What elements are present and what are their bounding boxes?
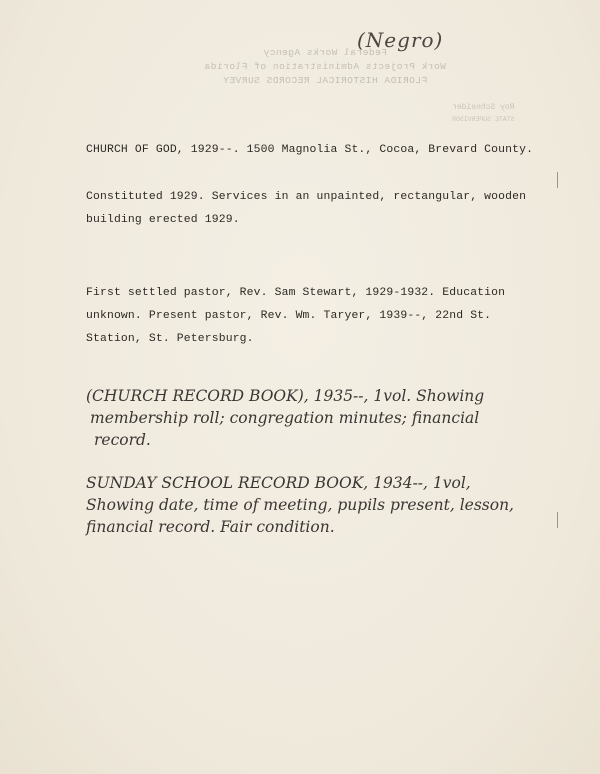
constituted-paragraph bbox=[86, 186, 526, 232]
letterhead-line-2: Work Projects Administration of Florida bbox=[204, 61, 446, 72]
handwritten-annotation: (Negro) bbox=[357, 28, 444, 52]
record1-line-1: (CHURCH RECORD BOOK), 1935--, 1vol. Showing bbox=[86, 387, 485, 405]
letterhead-line-3: FLORIDA HISTORICAL RECORDS SURVEY bbox=[222, 75, 428, 86]
margin-mark bbox=[557, 512, 558, 528]
constituted-line-1: Constituted 1929. Services in an unpainted, rectangular, wooden bbox=[86, 191, 527, 203]
handwritten-record-1 bbox=[86, 385, 566, 451]
record2-line-2: Showing date, time of meeting, pupils present, lesson, bbox=[86, 496, 514, 514]
letterhead-line-1: Federal Works Agency bbox=[262, 47, 388, 58]
entry-header bbox=[86, 139, 533, 162]
pastor-paragraph bbox=[86, 282, 505, 351]
letterhead-bleedthrough bbox=[180, 46, 470, 88]
record1-line-2: membership roll; congregation minutes; financial bbox=[90, 409, 480, 427]
entry-title: CHURCH OF GOD, 1929--. 1500 Magnolia St., Cocoa, Brevard County. bbox=[86, 144, 534, 156]
record1-line-3: record. bbox=[94, 431, 151, 449]
signer-title: STATE SUPERVISOR bbox=[452, 116, 515, 123]
pastor-line-1: First settled pastor, Rev. Sam Stewart, 1929-1932. Education bbox=[86, 287, 506, 299]
record2-line-1: SUNDAY SCHOOL RECORD BOOK, 1934--, 1vol, bbox=[86, 474, 471, 492]
handwritten-record-2 bbox=[86, 472, 566, 538]
pastor-line-2: unknown. Present pastor, Rev. Wm. Taryer, 1939--, 22nd St. bbox=[86, 310, 492, 322]
margin-mark bbox=[557, 172, 558, 188]
signature-bleedthrough bbox=[452, 102, 552, 126]
signer-name: Roy Schneider bbox=[452, 103, 515, 112]
record2-line-3: financial record. Fair condition. bbox=[86, 518, 335, 536]
constituted-line-2: building erected 1929. bbox=[86, 214, 240, 226]
pastor-line-3: Station, St. Petersburg. bbox=[86, 333, 254, 345]
